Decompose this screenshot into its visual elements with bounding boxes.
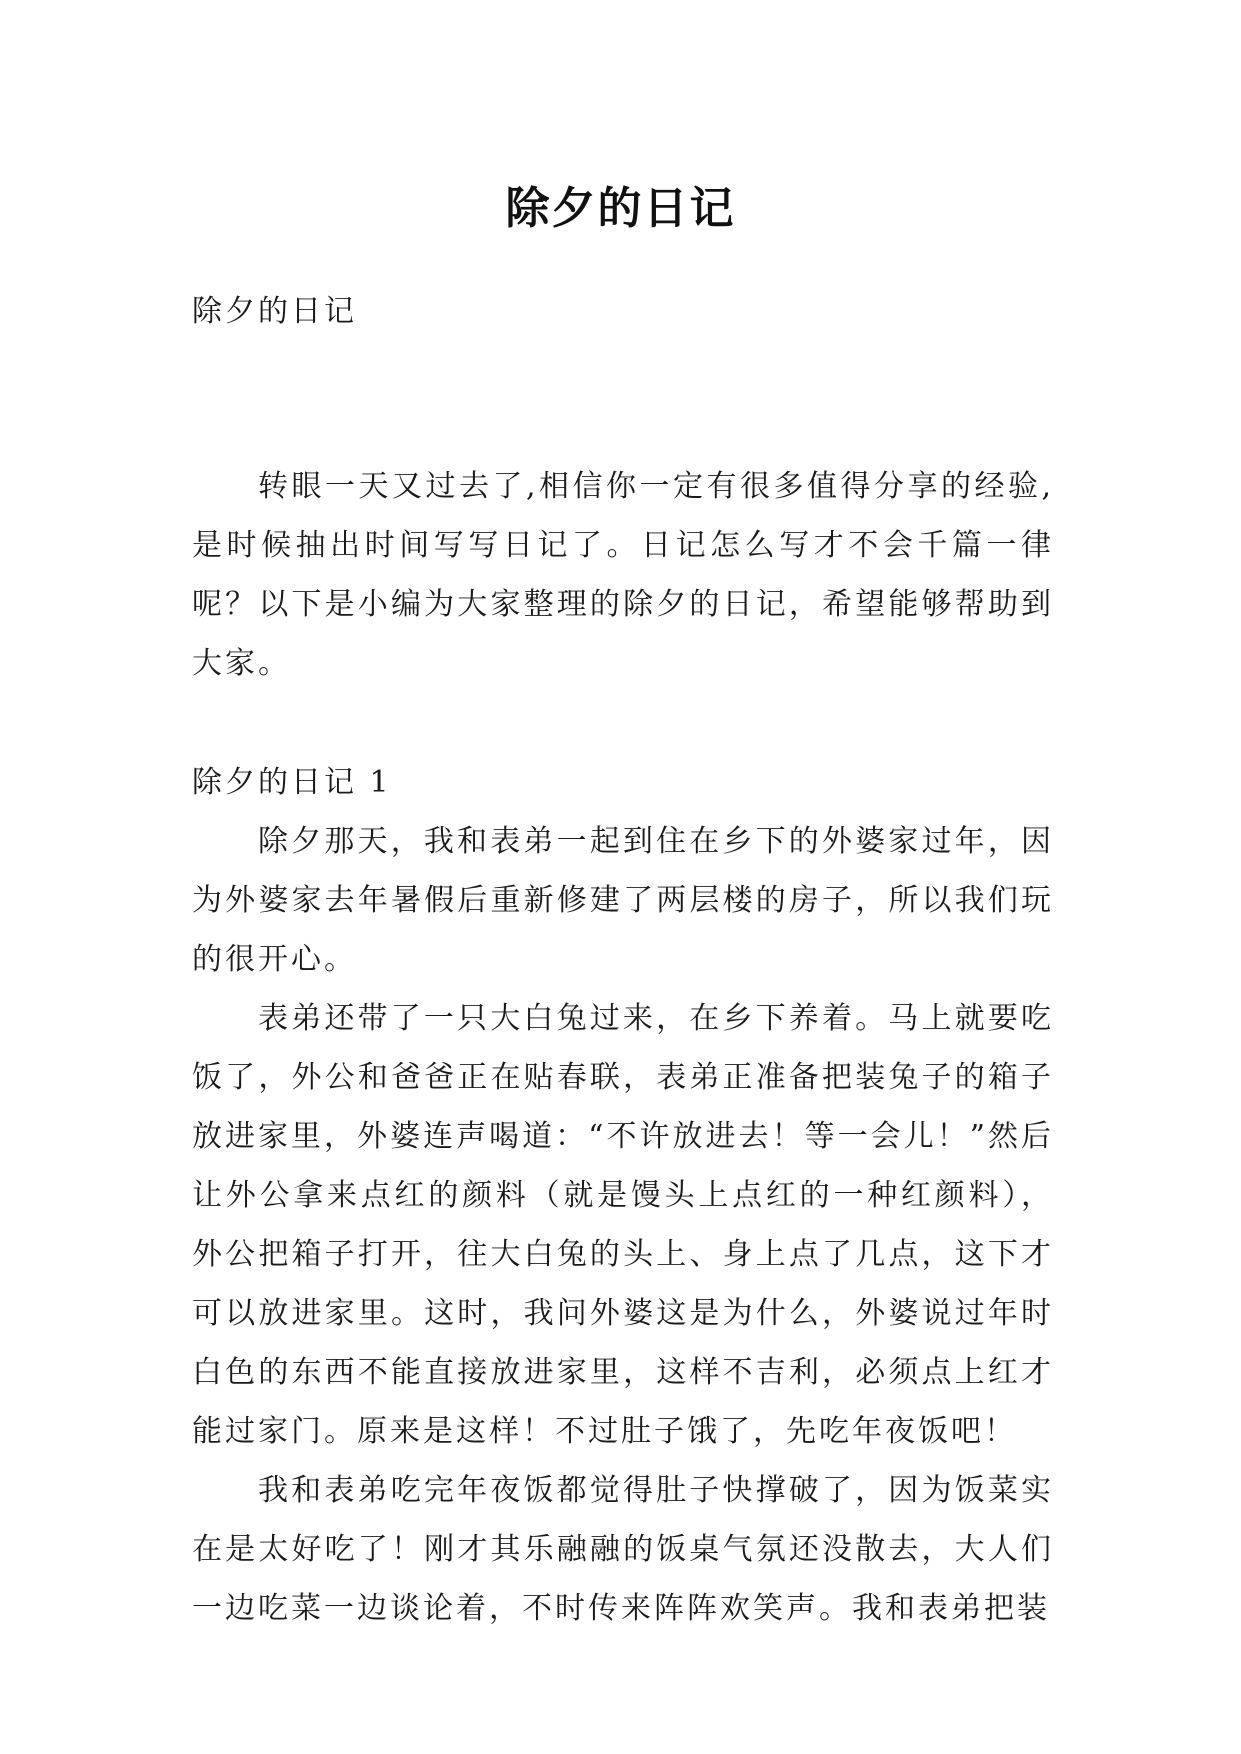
body-paragraph: 我和表弟吃完年夜饭都觉得肚子快撑破了，因为饭菜实在是太好吃了！刚才其乐融融的饭桌气氛还没散去，大人们一边吃菜一边谈论着，不时传来阵阵欢笑声。我和表弟把装: [192, 1473, 1054, 1626]
body-paragraph: 除夕那天，我和表弟一起到住在乡下的外婆家过年，因为外婆家去年暑假后重新修建了两层楼的房子，所以我们玩的很开心。: [192, 824, 1054, 977]
document-subtitle: 除夕的日记: [192, 294, 357, 329]
document-title: 除夕的日记: [505, 183, 736, 235]
document-body: [192, 282, 1054, 1638]
intro-paragraph: 转眼一天又过去了,相信你一定有很多值得分享的经验,是时候抽出时间写写日记了。日记怎么写才不会千篇一律呢？以下是小编为大家整理的除夕的日记，希望能够帮助到大家。: [192, 469, 1054, 681]
section-heading: 除夕的日记 1: [192, 765, 392, 800]
body-paragraph: 表弟还带了一只大白兔过来，在乡下养着。马上就要吃饭了，外公和爸爸正在贴春联，表弟正准备把装兔子的箱子放进家里，外婆连声喝道：“不许放进去！等一会儿！”然后让外公拿来点红的颜料（就是馒头上点红的一种红颜料），外公把箱子打开，往大白兔的头上、身上点了几点，这下才可以放进家里。这时，我问外婆这是为什么，外婆说过年时白色的东西不能直接放进家里，这样不吉利，必须点上红才能过家门。原来是这样！不过肚子饿了，先吃年夜饭吧！: [192, 1001, 1054, 1449]
